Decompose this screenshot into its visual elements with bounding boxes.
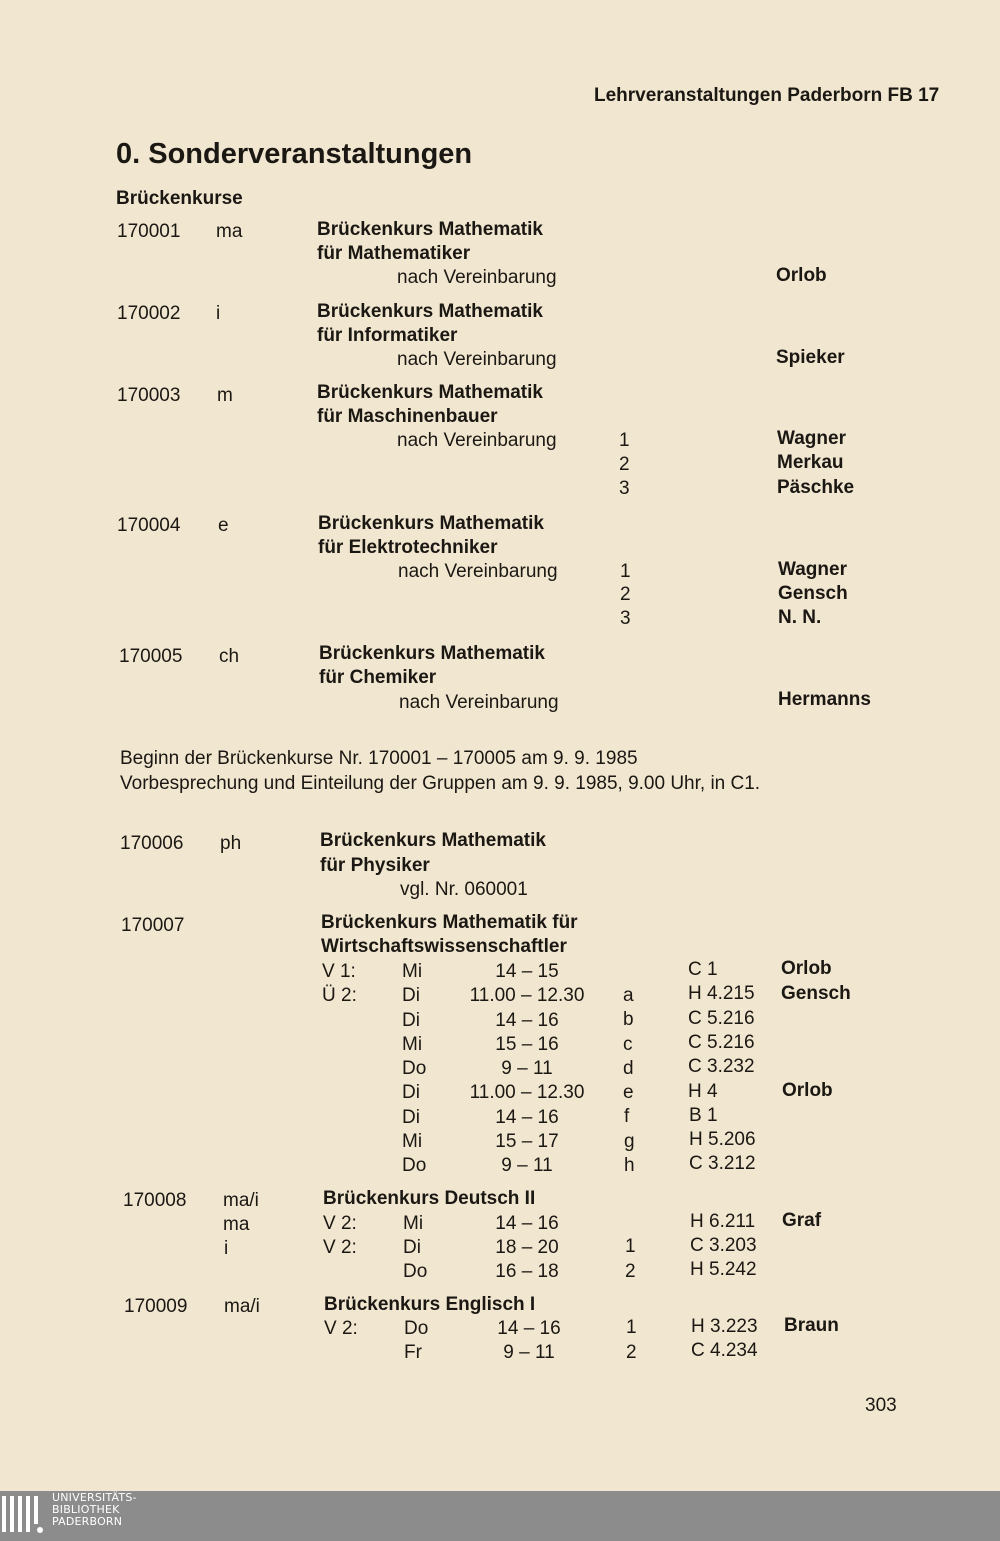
time: 15 – 17	[495, 1131, 559, 1152]
course-title-line2: Wirtschaftswissenschaftler	[321, 936, 567, 957]
course-code: ph	[220, 833, 242, 854]
group-number: 3	[619, 478, 630, 499]
room: H 4.215	[688, 983, 755, 1004]
lecturer: Wagner	[777, 428, 846, 449]
section-subtitle: Brückenkurse	[116, 188, 243, 209]
library-logo-icon	[2, 1494, 46, 1534]
course-type: V 2:	[323, 1237, 357, 1258]
time: 14 – 15	[495, 961, 559, 982]
day: Fr	[404, 1342, 422, 1363]
course-number: 170007	[121, 915, 185, 936]
lecturer: Spieker	[776, 347, 845, 368]
room: H 3.223	[691, 1316, 758, 1337]
course-code: m	[217, 385, 233, 406]
group-number: 1	[619, 430, 630, 451]
course-type: V 2:	[324, 1318, 358, 1339]
course-code: i	[216, 303, 221, 324]
library-name-line: UNIVERSITÄTS-	[52, 1491, 137, 1504]
group-number: 2	[620, 584, 631, 605]
course-code: ma/i	[223, 1190, 259, 1211]
course-title: Brückenkurs Mathematik	[318, 513, 544, 534]
course-title-line2: für Informatiker	[317, 325, 458, 346]
time: 14 – 16	[495, 1010, 559, 1031]
room: C 1	[688, 959, 718, 980]
time: 18 – 20	[495, 1237, 559, 1258]
course-code: i	[224, 1238, 229, 1259]
day: Mi	[402, 961, 423, 982]
course-code: ma/i	[224, 1296, 260, 1317]
note-line: Beginn der Brückenkurse Nr. 170001 – 170005 am 9. 9. 1985	[120, 748, 638, 769]
lecturer: Braun	[784, 1315, 839, 1336]
course-title-line2: für Elektrotechniker	[318, 537, 498, 558]
lecturer: Gensch	[781, 983, 851, 1004]
group-letter: b	[623, 1009, 634, 1030]
lecturer: Wagner	[778, 559, 847, 580]
group-number: 2	[626, 1342, 637, 1363]
course-number: 170003	[117, 385, 181, 406]
day: Do	[404, 1318, 429, 1339]
course-title: Brückenkurs Mathematik	[317, 382, 543, 403]
day: Di	[402, 1107, 420, 1128]
group-letter: a	[623, 985, 634, 1006]
note-line: Vorbesprechung und Einteilung der Gruppen am 9. 9. 1985, 9.00 Uhr, in C1.	[120, 773, 761, 794]
course-number: 170009	[124, 1296, 188, 1317]
course-schedule: nach Vereinbarung	[397, 430, 557, 451]
room: C 4.234	[691, 1340, 758, 1361]
room: H 5.242	[690, 1259, 757, 1280]
course-title-line2: für Mathematiker	[317, 243, 471, 264]
group-number: 3	[620, 608, 631, 629]
room: C 3.232	[688, 1056, 755, 1077]
course-title: Brückenkurs Mathematik	[320, 830, 546, 851]
course-code: ma	[223, 1214, 250, 1235]
room: C 3.212	[689, 1153, 756, 1174]
lecturer: Hermanns	[778, 689, 871, 710]
room: C 5.216	[688, 1008, 755, 1029]
course-title-line2: für Maschinenbauer	[317, 406, 498, 427]
group-letter: e	[623, 1082, 634, 1103]
day: Di	[402, 1010, 420, 1031]
course-number: 170002	[117, 303, 181, 324]
room: H 4	[688, 1081, 718, 1102]
group-letter: c	[623, 1034, 633, 1055]
time: 14 – 16	[495, 1107, 559, 1128]
course-title: Brückenkurs Mathematik	[317, 219, 543, 240]
course-number: 170005	[119, 646, 183, 667]
group-number: 2	[619, 454, 630, 475]
lecturer: Päschke	[777, 477, 855, 498]
course-type: V 2:	[323, 1213, 357, 1234]
group-letter: h	[624, 1155, 635, 1176]
time: 9 – 11	[501, 1155, 553, 1176]
day: Do	[402, 1058, 427, 1079]
course-schedule: nach Vereinbarung	[398, 561, 558, 582]
group-number: 1	[626, 1317, 637, 1338]
time: 11.00 – 12.30	[469, 985, 585, 1006]
running-header: Lehrveranstaltungen Paderborn FB 17	[594, 85, 940, 106]
course-code: e	[218, 515, 229, 536]
course-title: Brückenkurs Englisch I	[324, 1294, 536, 1315]
course-number: 170001	[117, 221, 181, 242]
course-type: Ü 2:	[322, 985, 357, 1006]
course-reference: vgl. Nr. 060001	[400, 879, 528, 900]
time: 15 – 16	[495, 1034, 559, 1055]
day: Mi	[402, 1034, 423, 1055]
course-title: Brückenkurs Mathematik	[317, 301, 543, 322]
course-title: Brückenkurs Deutsch II	[323, 1188, 536, 1209]
day: Do	[402, 1155, 427, 1176]
group-letter: g	[624, 1131, 635, 1152]
lecturer: Merkau	[777, 452, 844, 473]
day: Mi	[402, 1131, 423, 1152]
time: 11.00 – 12.30	[469, 1082, 585, 1103]
day: Di	[403, 1237, 421, 1258]
group-number: 1	[625, 1236, 636, 1257]
time: 9 – 11	[501, 1058, 553, 1079]
day: Mi	[403, 1213, 424, 1234]
lecturer: Orlob	[776, 265, 827, 286]
library-name-line: BIBLIOTHEK	[52, 1503, 120, 1516]
lecturer: N. N.	[778, 607, 822, 628]
course-number: 170008	[123, 1190, 187, 1211]
course-title-line2: für Chemiker	[319, 667, 437, 688]
library-name-line: PADERBORN	[52, 1515, 123, 1528]
course-code: ma	[216, 221, 243, 242]
section-title: 0. Sonderveranstaltungen	[116, 138, 473, 170]
page-number: 303	[865, 1395, 897, 1416]
time: 14 – 16	[497, 1318, 561, 1339]
course-code: ch	[219, 646, 240, 667]
group-number: 2	[625, 1261, 636, 1282]
time: 14 – 16	[495, 1213, 559, 1234]
lecturer: Orlob	[781, 958, 832, 979]
course-type: V 1:	[322, 961, 356, 982]
course-title-line2: für Physiker	[320, 855, 430, 876]
room: B 1	[689, 1105, 718, 1126]
course-title: Brückenkurs Mathematik	[319, 643, 545, 664]
library-footer	[0, 1491, 1000, 1541]
time: 9 – 11	[503, 1342, 555, 1363]
course-title: Brückenkurs Mathematik für	[321, 912, 578, 933]
day: Di	[402, 1082, 420, 1103]
room: H 6.211	[690, 1211, 756, 1232]
course-schedule: nach Vereinbarung	[397, 349, 557, 370]
course-schedule: nach Vereinbarung	[399, 692, 559, 713]
lecturer: Graf	[782, 1210, 822, 1231]
day: Do	[403, 1261, 428, 1282]
group-letter: d	[623, 1058, 634, 1079]
course-number: 170004	[117, 515, 181, 536]
group-letter: f	[624, 1106, 630, 1127]
room: H 5.206	[689, 1129, 756, 1150]
library-name	[52, 1492, 137, 1528]
course-schedule: nach Vereinbarung	[397, 267, 557, 288]
lecturer: Gensch	[778, 583, 848, 604]
room: C 5.216	[688, 1032, 755, 1053]
time: 16 – 18	[495, 1261, 559, 1282]
course-number: 170006	[120, 833, 184, 854]
room: C 3.203	[690, 1235, 757, 1256]
lecturer: Orlob	[782, 1080, 833, 1101]
day: Di	[402, 985, 420, 1006]
group-number: 1	[620, 561, 631, 582]
